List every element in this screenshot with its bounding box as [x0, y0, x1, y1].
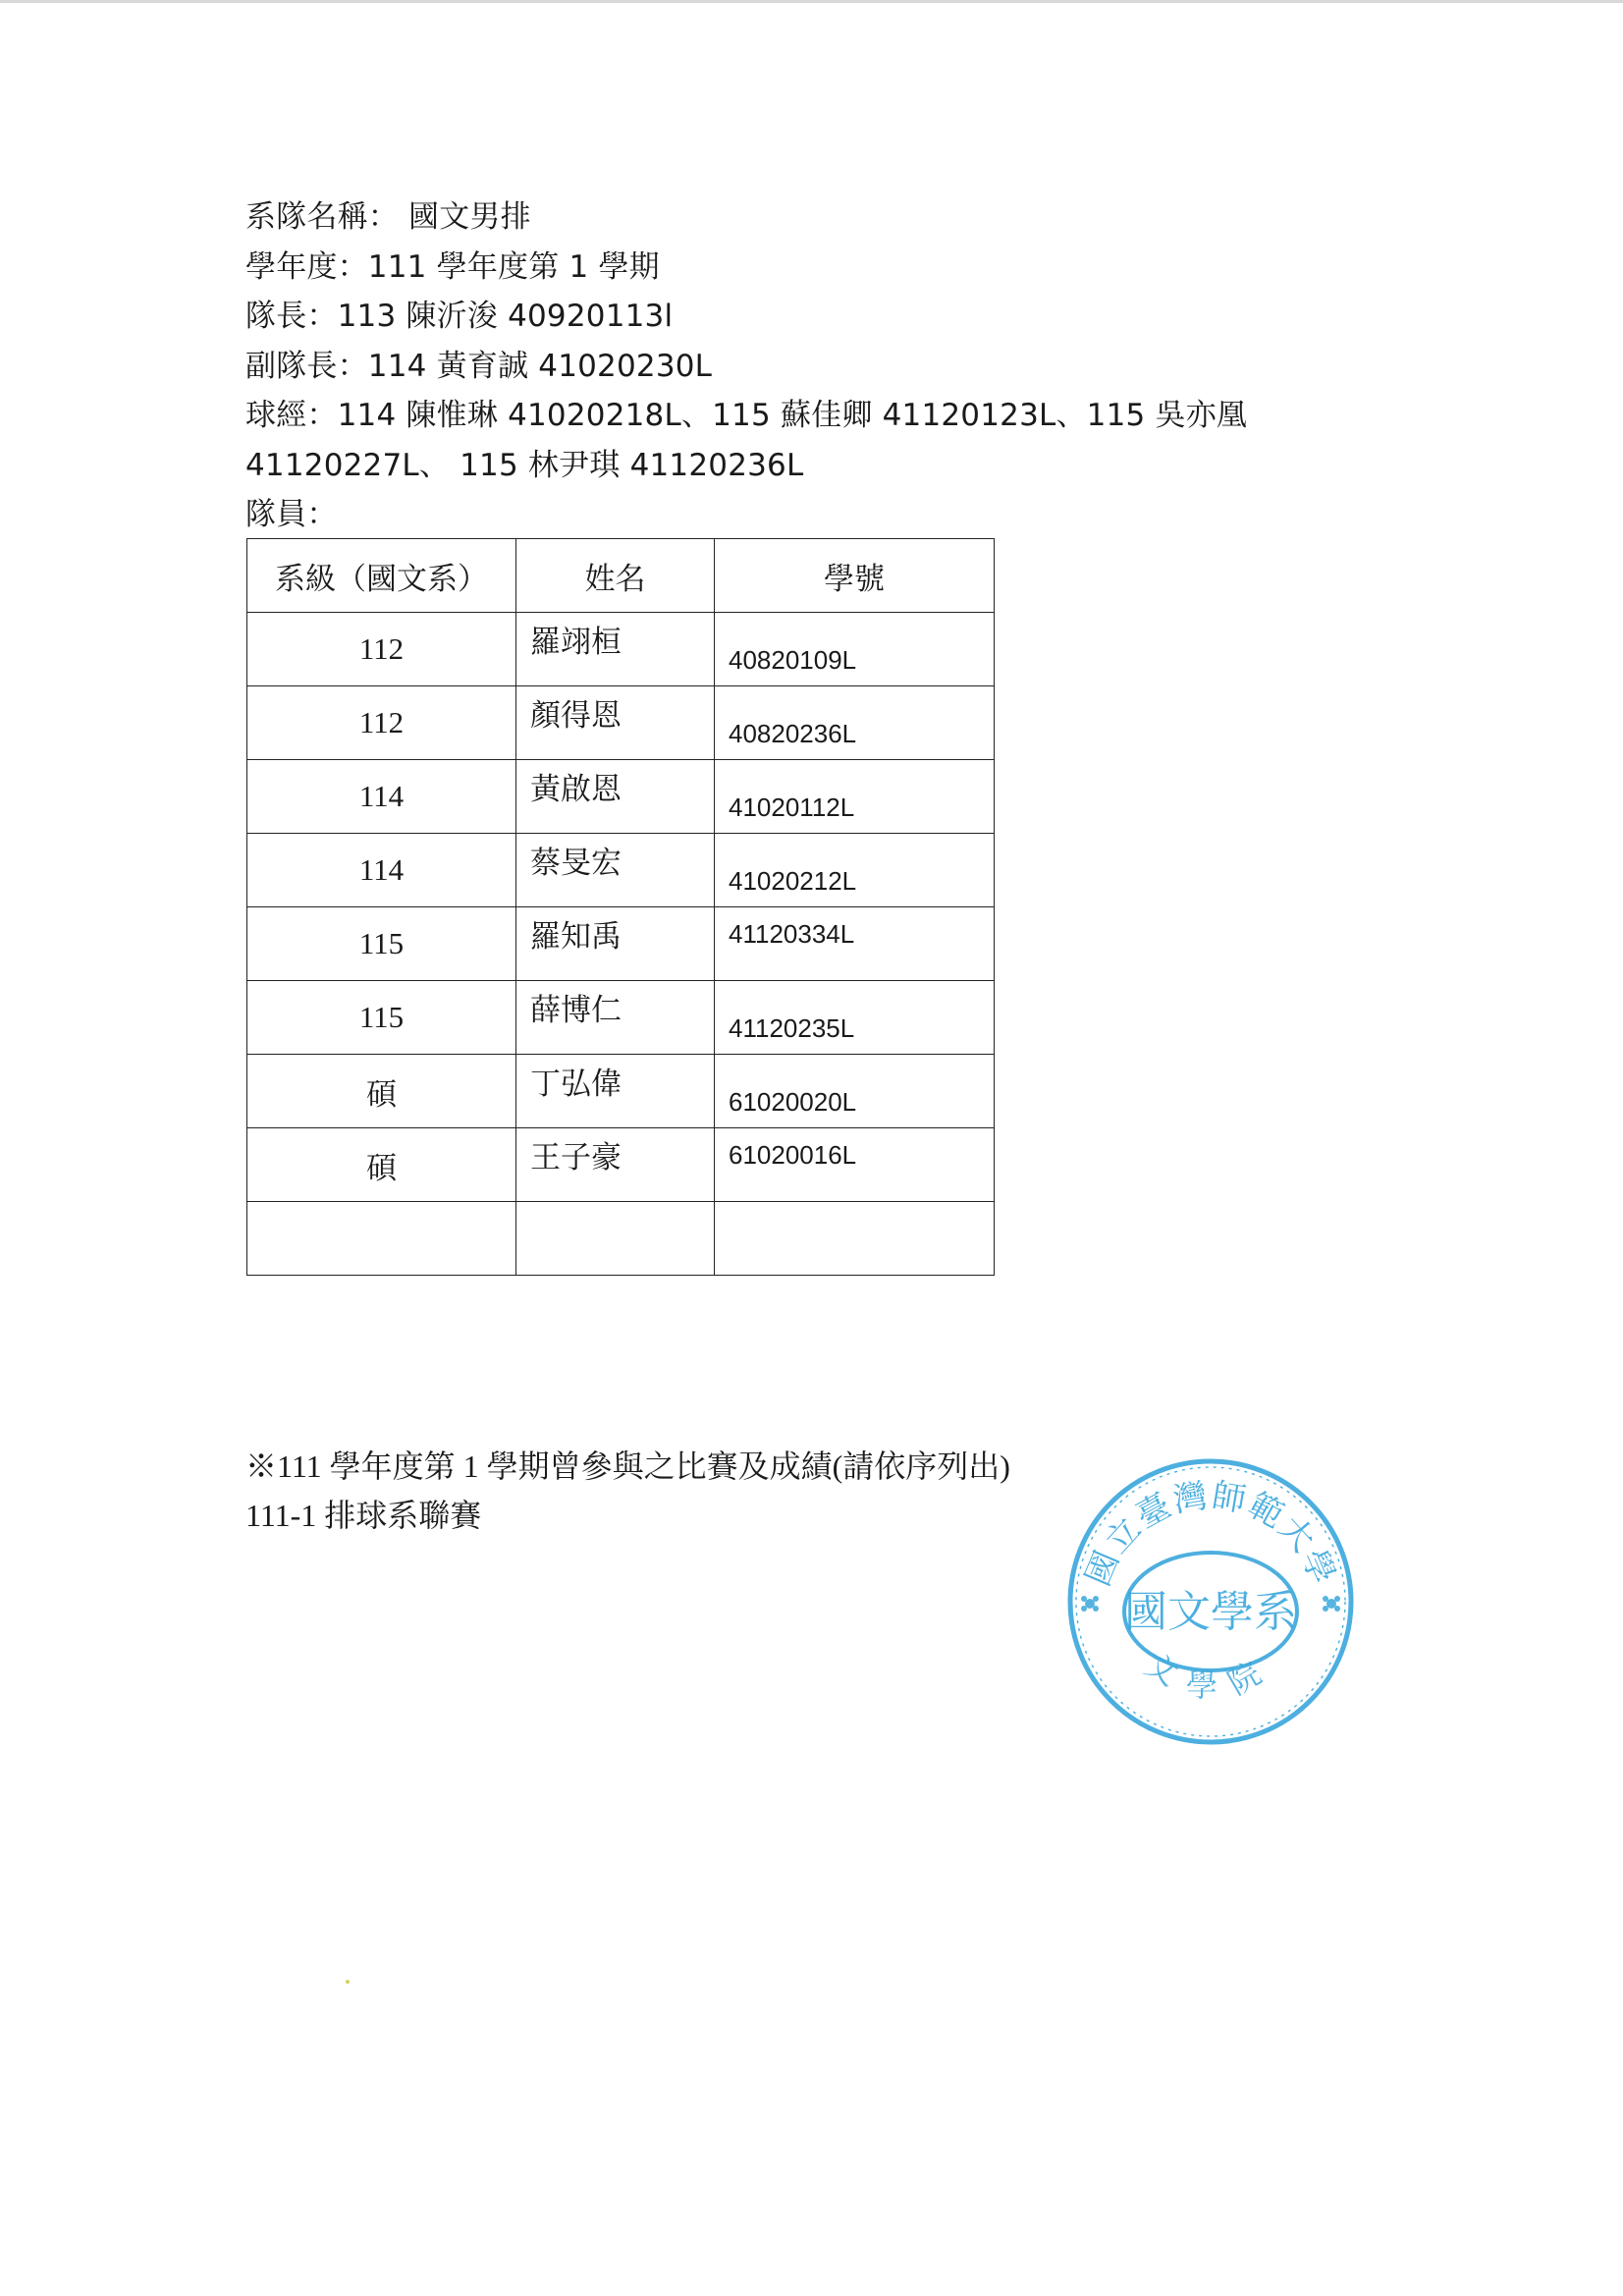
managers-line-1: 球經：114 陳惟琳 41020218L、115 蘇佳卿 41120123L、115 吳亦凰 [245, 398, 1248, 433]
cell-name-text: 羅翊桓 [530, 625, 622, 660]
cell-student-id-text: 41120334L [729, 919, 855, 949]
managers-line-2: 41120227L、 115 林尹琪 41120236L [245, 447, 804, 483]
cell-student-id [715, 686, 995, 760]
cell-student-id-text: 41020212L [729, 866, 857, 896]
competition-entry: 111-1 排球系聯賽 [245, 1498, 482, 1533]
cell-student-id [715, 1128, 995, 1202]
cell-name-text: 蔡旻宏 [530, 846, 622, 881]
cell-name-text: 薛博仁 [530, 993, 622, 1028]
table-row-empty [247, 1202, 995, 1276]
cell-name-text: 顏得恩 [530, 698, 622, 734]
cell-name [516, 760, 715, 834]
cell-student-id-text: 41020112L [729, 793, 855, 822]
member-roster-table [246, 538, 995, 1276]
captain-line: 隊長：113 陳沂浚 40920113l [245, 299, 674, 334]
table-row [247, 1055, 995, 1128]
cell-name [516, 1055, 715, 1128]
seal-inner-text: 國文學系 [1124, 1587, 1297, 1637]
table-row [247, 907, 995, 981]
seal-outer-text: 國立臺灣師範大學 [1078, 1475, 1343, 1592]
cell-grade: 碩 [247, 1055, 516, 1128]
table-row [247, 1128, 995, 1202]
cell-name-text: 黃啟恩 [530, 772, 622, 807]
cell-name [516, 981, 715, 1055]
cell-student-id-text: 40820236L [729, 719, 857, 748]
cell-name [516, 834, 715, 907]
page-top-edge [0, 0, 1623, 3]
cell-grade: 115 [247, 981, 516, 1055]
cell-student-id [715, 1055, 995, 1128]
cell-name [516, 686, 715, 760]
header-grade: 系級（國文系） [247, 539, 516, 613]
cell-student-id [715, 760, 995, 834]
table-header-row [247, 539, 995, 613]
team-name-line: 系隊名稱： 國文男排 [245, 199, 531, 235]
cell-grade: 114 [247, 834, 516, 907]
cell-student-id [715, 981, 995, 1055]
cell-student-id-text: 61020020L [729, 1087, 857, 1117]
cell-name-text [516, 1202, 714, 1206]
cell-student-id [715, 1202, 995, 1276]
cell-name-text: 王子豪 [530, 1140, 622, 1175]
cell-student-id-text: 41120235L [729, 1013, 855, 1043]
cell-name-text: 羅知禹 [530, 919, 622, 955]
cell-student-id-text: 61020016L [729, 1140, 857, 1170]
cell-grade [247, 1202, 516, 1276]
cell-name [516, 907, 715, 981]
cell-grade: 碩 [247, 1128, 516, 1202]
cell-grade: 112 [247, 686, 516, 760]
header-name: 姓名 [516, 539, 715, 613]
table-row [247, 760, 995, 834]
department-seal [1060, 1451, 1361, 1752]
header-student-id: 學號 [715, 539, 995, 613]
cell-student-id [715, 613, 995, 686]
cell-grade: 112 [247, 613, 516, 686]
table-row [247, 686, 995, 760]
cell-name [516, 1128, 715, 1202]
team-info-block [245, 192, 1473, 540]
table-row [247, 613, 995, 686]
scan-speck [346, 1980, 350, 1984]
competition-note: ※111 學年度第 1 學期曾參與之比賽及成績(請依序列出) [245, 1449, 1010, 1484]
cell-student-id [715, 834, 995, 907]
cell-name [516, 1202, 715, 1276]
cell-name [516, 613, 715, 686]
cell-grade: 115 [247, 907, 516, 981]
seal-bottom-text: 文學院 [1138, 1645, 1283, 1704]
vice-captain-line: 副隊長：114 黃育誠 41020230L [245, 348, 713, 384]
competition-section [245, 1442, 1010, 1540]
cell-student-id [715, 907, 995, 981]
table-row [247, 981, 995, 1055]
cell-grade: 114 [247, 760, 516, 834]
cell-name-text: 丁弘偉 [530, 1066, 622, 1102]
academic-year-line: 學年度：111 學年度第 1 學期 [245, 248, 660, 285]
cell-student-id-text: 40820109L [729, 645, 857, 675]
table-row [247, 834, 995, 907]
members-label: 隊員： [245, 497, 338, 532]
